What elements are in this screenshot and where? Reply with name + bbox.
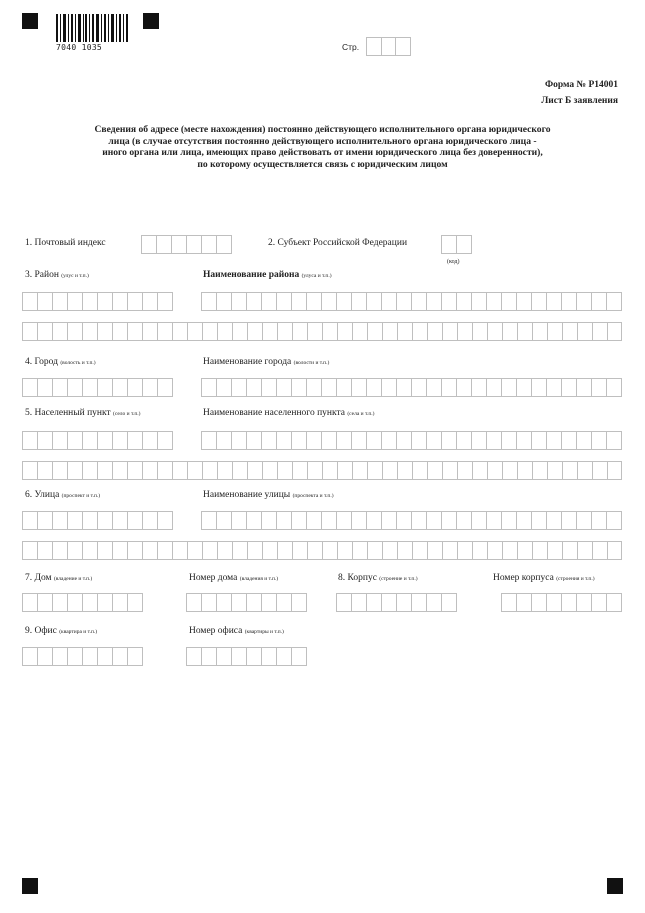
settlement-name-label: Наименование населенного пункта (села и т.п.) (203, 408, 375, 418)
building-label: 8. Корпус (строение и т.п.) (338, 573, 418, 583)
district-label: 3. Район (улус и т.п.) (25, 270, 89, 280)
registration-mark-top-right (143, 13, 159, 29)
subject-code-caption: (код) (447, 259, 460, 265)
title-line: по которому осуществляется связь с юридическим лицом (197, 158, 448, 170)
building-number-label: Номер корпуса (строения и т.п.) (493, 573, 595, 583)
settlement-name-input[interactable] (201, 431, 622, 450)
registration-mark-bottom-left (22, 878, 38, 894)
district-name-input-line2[interactable] (22, 322, 622, 341)
building-number-input[interactable] (501, 593, 622, 612)
sheet-label: Лист Б заявления (541, 96, 618, 106)
house-number-label: Номер дома (владения и т.п.) (189, 573, 279, 583)
settlement-type-input[interactable] (22, 431, 173, 450)
page-label: Стр. (342, 42, 360, 52)
building-type-input[interactable] (336, 593, 457, 612)
office-label: 9. Офис (квартира и т.п.) (25, 626, 98, 636)
subject-label: 2. Субъект Российской Федерации (268, 238, 408, 248)
city-name-label: Наименование города (волости и т.п.) (203, 357, 330, 367)
page-number-cells[interactable] (366, 37, 411, 56)
district-type-input[interactable] (22, 292, 173, 311)
district-name-input[interactable] (201, 292, 622, 311)
street-name-label: Наименование улицы (проспекта и т.п.) (203, 490, 334, 500)
street-name-input[interactable] (201, 511, 622, 530)
section-title (40, 124, 605, 170)
settlement-label: 5. Населенный пункт (село и т.п.) (25, 408, 141, 418)
house-label: 7. Дом (владение и т.п.) (25, 573, 93, 583)
title-line: иного органа или лица, имеющих право действовать от имени юридического лица без доверенности), (102, 147, 543, 158)
street-type-input[interactable] (22, 511, 173, 530)
form-number: Форма № Р14001 (544, 80, 618, 90)
house-number-input[interactable] (186, 593, 307, 612)
district-name-label: Наименование района (улуса и т.п.) (203, 270, 332, 280)
barcode-icon (56, 14, 128, 42)
registration-mark-top-left (22, 13, 38, 29)
postal-index-input[interactable] (141, 235, 232, 254)
registration-mark-bottom-right (607, 878, 623, 894)
house-type-input[interactable] (22, 593, 143, 612)
office-type-input[interactable] (22, 647, 143, 666)
city-name-input[interactable] (201, 378, 622, 397)
street-label: 6. Улица (проспект и т.п.) (25, 490, 101, 500)
street-name-input-line2[interactable] (22, 541, 622, 560)
office-number-label: Номер офиса (квартиры и т.п.) (189, 626, 284, 636)
city-label: 4. Город (волость и т.п.) (25, 357, 96, 367)
city-type-input[interactable] (22, 378, 173, 397)
subject-code-input[interactable] (441, 235, 472, 254)
office-number-input[interactable] (186, 647, 307, 666)
postal-index-label: 1. Почтовый индекс (25, 238, 106, 248)
settlement-name-input-line2[interactable] (22, 461, 622, 480)
title-line: Сведения об адресе (месте нахождения) постоянно действующего исполнительного органа юридического (94, 124, 551, 135)
title-line: лица (в случае отсутствия постоянно действующего исполнительного органа юридического лица - (108, 135, 537, 147)
barcode-number: 7040 1035 (56, 43, 103, 52)
